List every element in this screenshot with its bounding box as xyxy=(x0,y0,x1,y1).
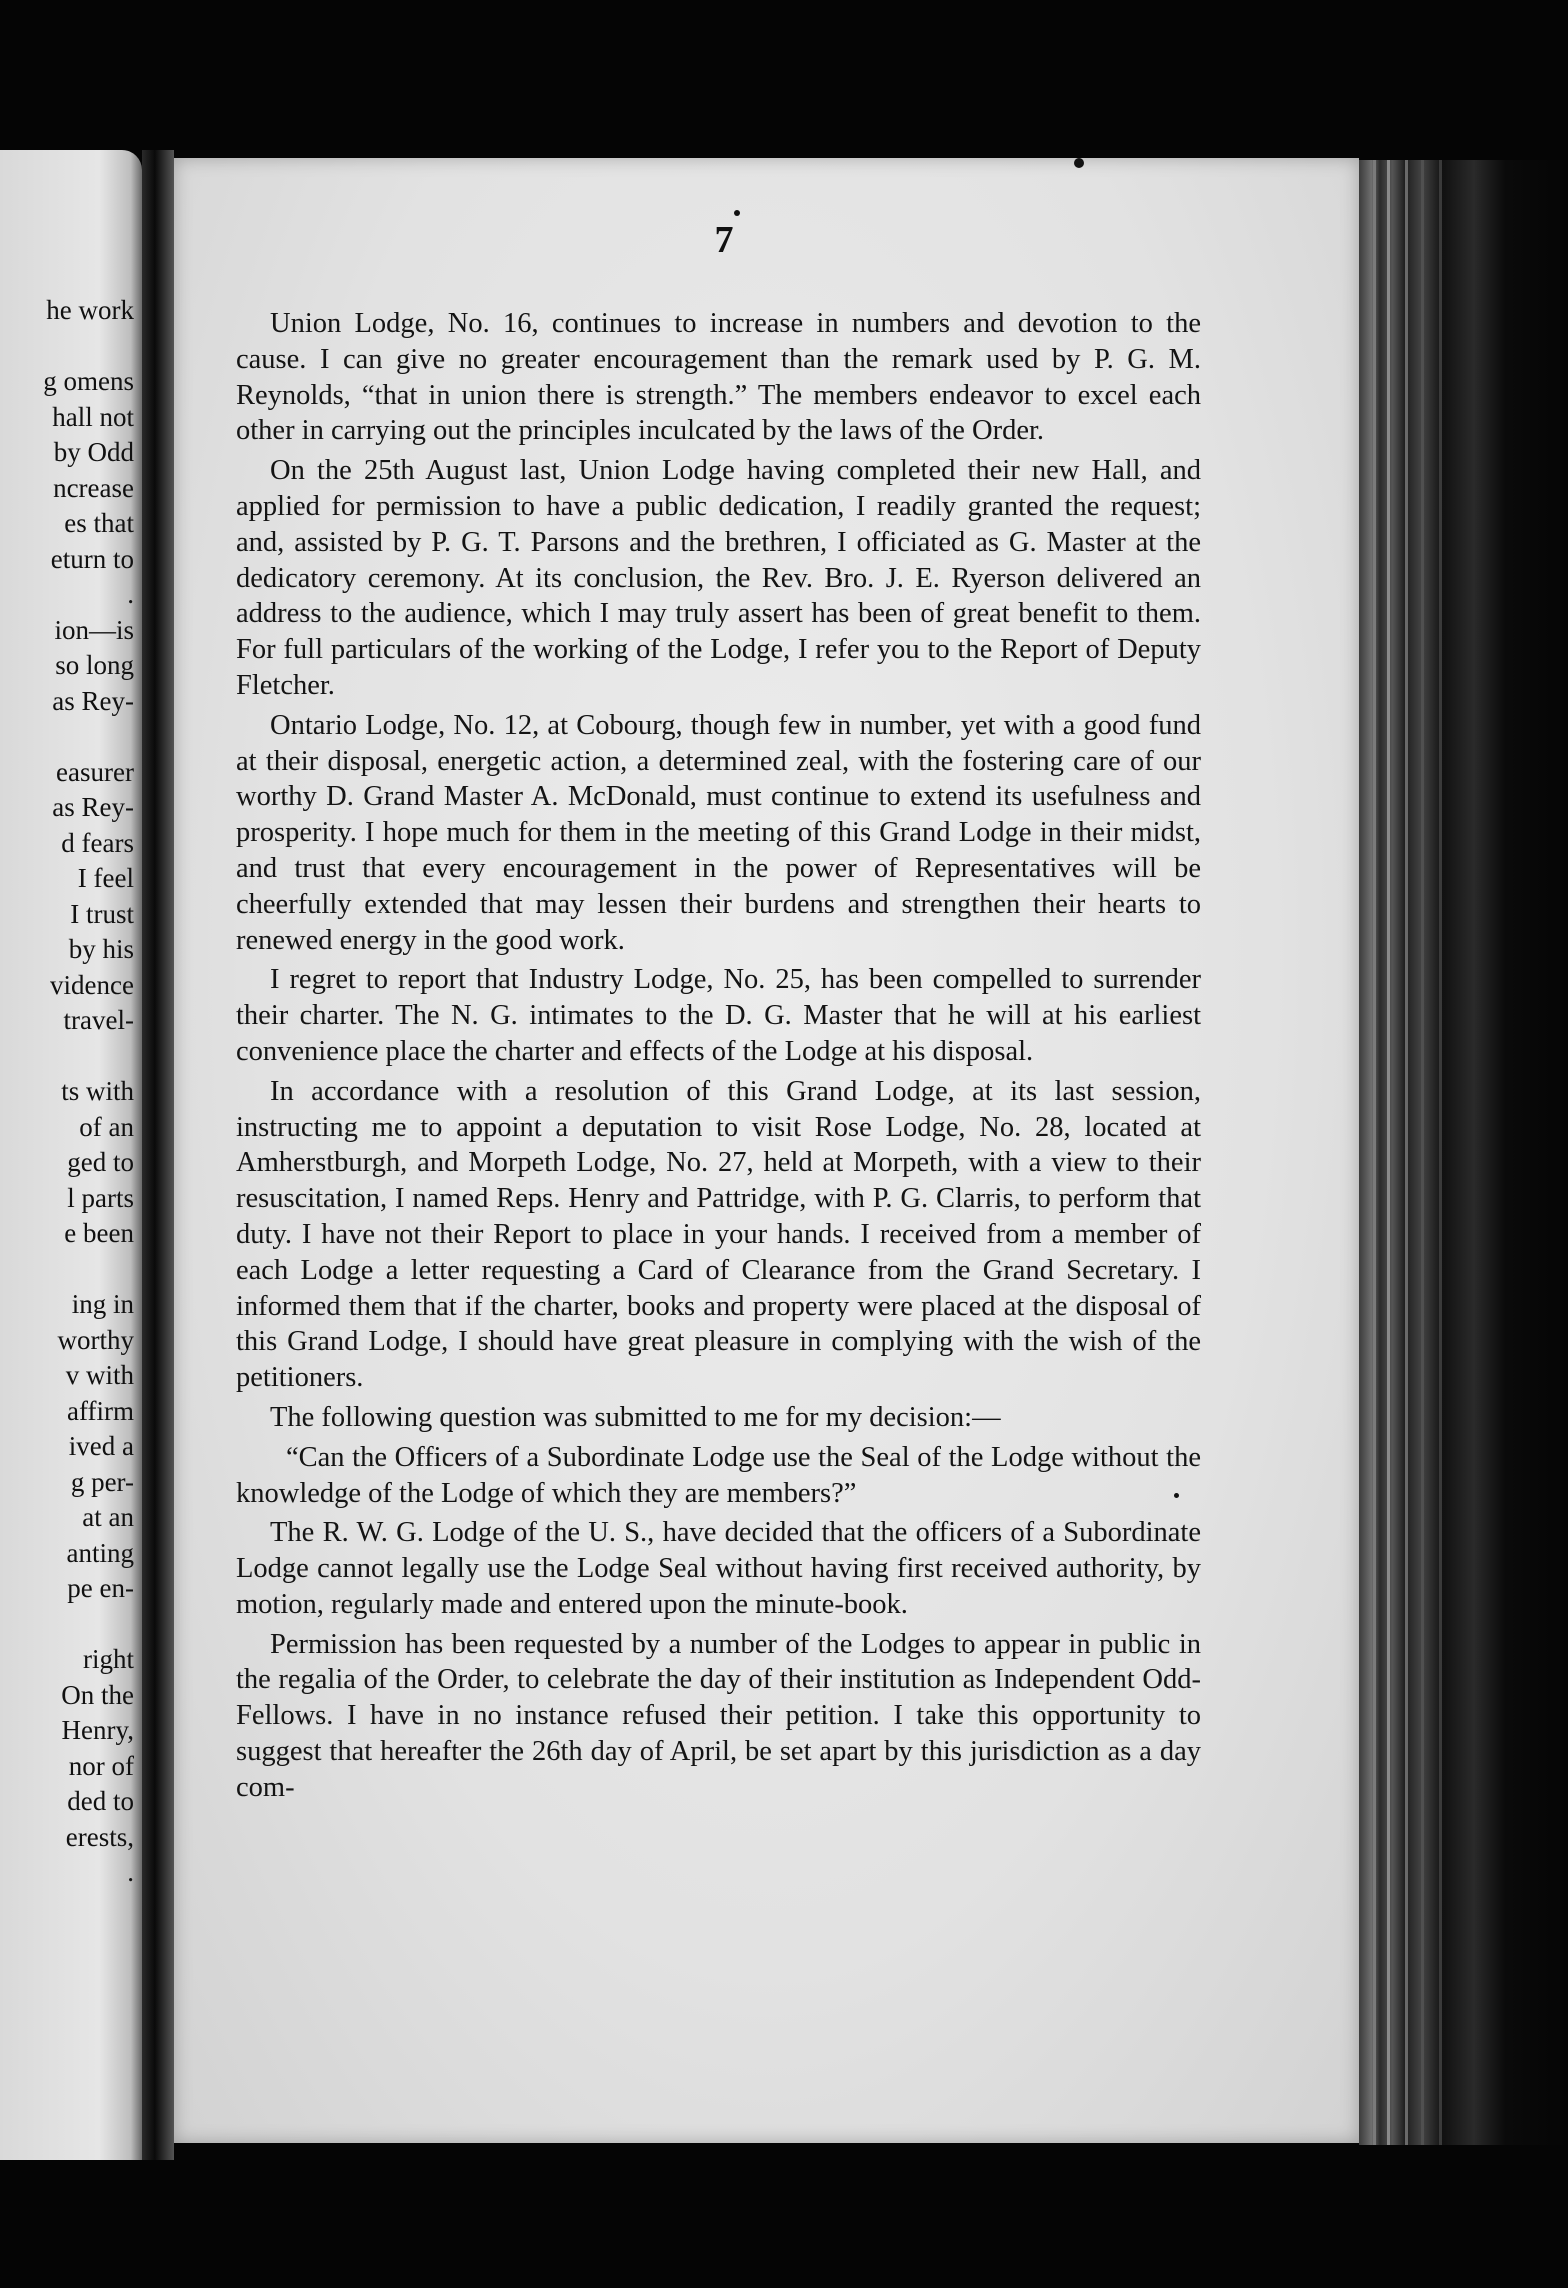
left-page-fragment: worthy xyxy=(57,1324,134,1355)
left-page-fragment: ion—is xyxy=(54,614,134,645)
left-page-fragment: g per- xyxy=(70,1466,134,1497)
paragraph-dedication: On the 25th August last, Union Lodge having completed their new Hall, and applied for permission to have a public dedication, I readily granted the request; and, assisted by P. G. T. Parsons and the brethren, I officiated as G. Master at the dedicatory ceremony. At its conclusion, the Rev. Bro. J. E. Ryerson delivered an address to the audience, which I may truly assert has been of great benefit to them. For full particulars of the working of the Lodge, I refer you to the Report of Deputy Fletcher. xyxy=(236,455,1201,701)
paragraph-deputation: In accordance with a resolution of this Grand Lodge, at its last session, instructing me to appoint a deputation to visit Rose Lodge, No. 28, located at Amherstburgh, and Morpeth Lodge, No. 27, held at Morpeth, with a view to their resuscitation, I named Reps. Henry and Pattridge, with P. G. Clarris, to perform that duty. I have not their Report to place in your hands. I received from a member of each Lodge a letter requesting a Card of Clearance from the Grand Secretary. I informed them that if the charter, books and property were placed at the disposal of this Grand Lodge, I should have great pleasure in complying with the wish of the petitioners. xyxy=(236,1075,1201,1394)
left-page-fragment: ts with xyxy=(61,1076,134,1106)
paragraph-union-lodge: Union Lodge, No. 16, continues to increase in numbers and devotion to the cause. I can give no greater encouragement than the remark used by P. G. M. Reynolds, “that in union there is strength.” The members endeavor to excel each other in carrying out the principles inculcated by the laws of the Order. xyxy=(236,308,1201,447)
left-page-fragment: l parts xyxy=(67,1182,134,1213)
left-page-fragment: ived a xyxy=(68,1431,134,1461)
left-page-fragment: affirm xyxy=(67,1395,134,1426)
left-page-fragment: . xyxy=(127,1857,134,1887)
paragraph-regalia-permission: Permission has been requested by a number of the Lodges to appear in public in the regalia of the Order, to celebrate the day of their institution as Independent Odd-Fellows. I have in no instance refused their petition. I take this opportunity to suggest that hereafter the 26th day of April, be set apart by this jurisdiction as a day com- xyxy=(236,1628,1201,1803)
page-7 xyxy=(174,158,1359,2143)
left-page-fragment: ged to xyxy=(67,1147,134,1177)
left-page-fragment: hall not xyxy=(52,401,134,432)
left-page-fragment: ncrease xyxy=(53,472,134,503)
left-page-fragment: erests, xyxy=(65,1821,134,1852)
left-page-fragment: On the xyxy=(61,1679,134,1710)
left-page-fragment: of an xyxy=(79,1111,134,1142)
left-page-fragment: v with xyxy=(65,1360,134,1390)
left-page-fragment: . xyxy=(127,579,134,609)
left-page-fragment: as Rey- xyxy=(52,792,134,822)
left-page-fragment: easurer xyxy=(56,756,134,787)
left-page-fragment: at an xyxy=(82,1502,134,1532)
ink-speck xyxy=(734,210,740,216)
paragraph-question-quote: “Can the Officers of a Subordinate Lodge use the Seal of the Lodge without the knowledge of the Lodge of which they are members?” xyxy=(236,1441,1201,1509)
facing-page-left xyxy=(0,150,142,2160)
left-page-fragment: es that xyxy=(64,508,134,538)
left-page-fragment: Henry, xyxy=(61,1715,134,1745)
paragraph-question-intro: The following question was submitted to me for my decision:— xyxy=(270,1401,1001,1433)
stacked-page-edges xyxy=(1359,160,1568,2145)
left-page-fragment: travel- xyxy=(63,1005,134,1035)
left-page-fragment: vidence xyxy=(50,969,134,1000)
left-page-fragment: right xyxy=(83,1644,134,1674)
paragraph-industry-lodge: I regret to report that Industry Lodge, No. 25, has been compelled to surrender their charter. The N. G. intimates to the D. G. Master that he will at his earliest convenience place the charter and effects of the Lodge at his disposal. xyxy=(236,964,1201,1067)
left-page-fragment: anting xyxy=(66,1537,134,1568)
book-gutter xyxy=(142,150,174,2160)
left-page-fragment: nor of xyxy=(68,1750,134,1781)
page-number: 7 xyxy=(714,219,734,261)
page-body xyxy=(236,306,1201,1810)
left-page-fragment: ing in xyxy=(71,1289,134,1319)
left-page-fragment: I feel xyxy=(77,863,134,893)
left-page-fragment: he work xyxy=(46,295,134,325)
left-page-fragment: by his xyxy=(68,934,134,964)
left-page-fragment: so long xyxy=(55,650,134,680)
left-page-fragment: d fears xyxy=(61,827,134,858)
left-page-fragment: ded to xyxy=(67,1786,134,1816)
paragraph-rwg-decision: The R. W. G. Lodge of the U. S., have decided that the officers of a Subordinate Lodge cannot legally use the Lodge Seal without having first received authority, by motion, regularly made and entered upon the minute-book. xyxy=(236,1517,1201,1620)
paragraph-ontario-lodge: Ontario Lodge, No. 12, at Cobourg, though few in number, yet with a good fund at their disposal, energetic action, a determined zeal, with the fostering care of our worthy D. Grand Master A. McDonald, must continue to extend its usefulness and prosperity. I hope much for them in the meeting of this Grand Lodge in their midst, and trust that every encouragement in the power of Representatives will be cheerfully extended that may lessen their burdens and strengthen their hearts to renewed energy in the good work. xyxy=(236,709,1201,956)
left-page-fragment: g omens xyxy=(43,366,134,396)
left-page-fragment: e been xyxy=(64,1218,134,1248)
ink-speck xyxy=(1074,158,1084,168)
left-page-fragment: by Odd xyxy=(53,437,134,467)
ink-speck xyxy=(1174,1493,1179,1498)
left-page-fragment: as Rey- xyxy=(52,685,134,716)
left-page-fragment: eturn to xyxy=(50,543,134,574)
left-page-fragment: pe en- xyxy=(67,1573,134,1603)
left-page-fragment: I trust xyxy=(70,898,134,929)
